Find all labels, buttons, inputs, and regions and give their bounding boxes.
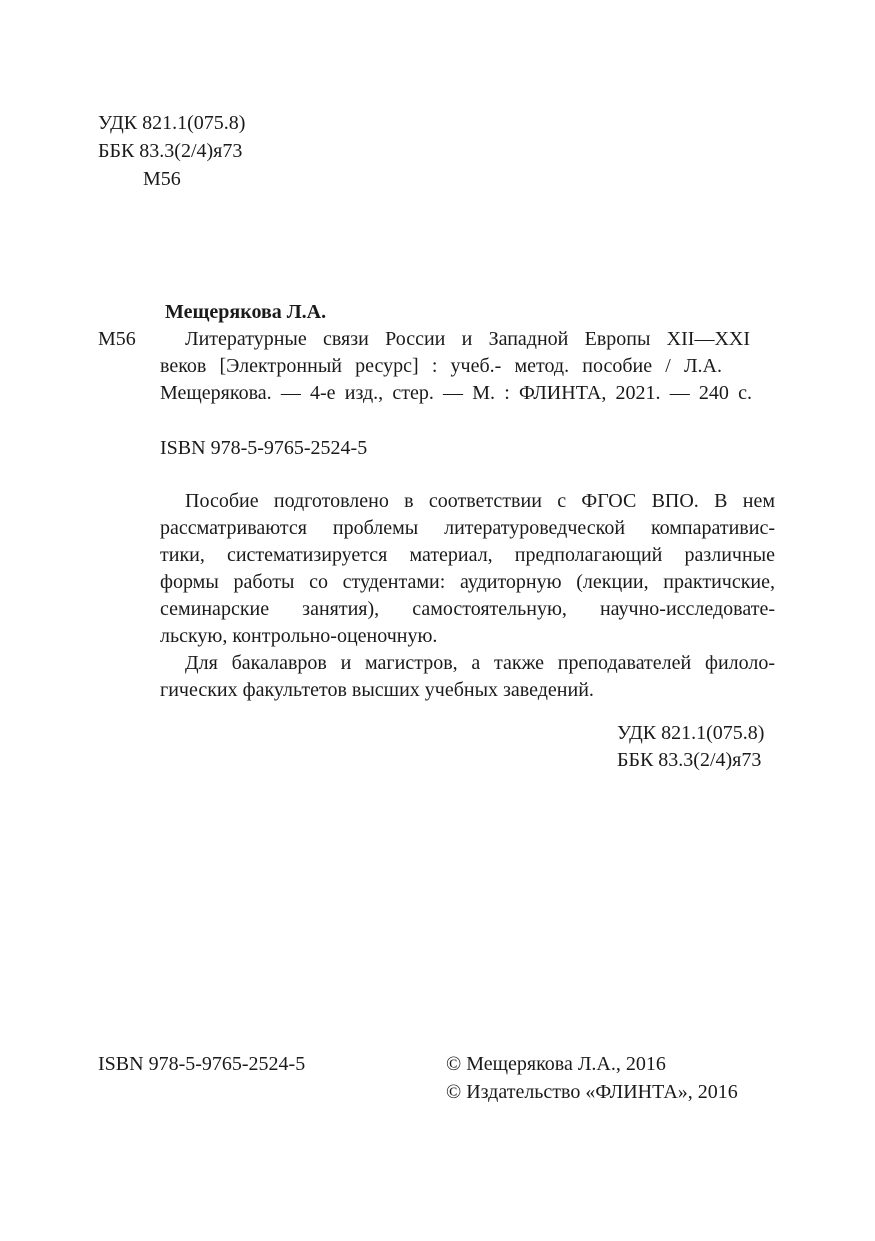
annotation-line: тики, систематизируется материал, предполагающий различные <box>160 544 775 566</box>
bbk-top: ББК 83.3(2/4)я73 <box>98 140 243 162</box>
record-title-line3: Мещерякова. — 4-е изд., стер. — М. : ФЛИНТА, 2021. — 240 с. <box>160 382 752 404</box>
record-author: Мещерякова Л.А. <box>165 301 327 323</box>
copyright-author: © Мещерякова Л.А., 2016 <box>446 1053 666 1075</box>
record-isbn: ISBN 978-5-9765-2524-5 <box>160 437 368 459</box>
annotation-line: льскую, контрольно-оценочную. <box>160 625 438 647</box>
udk-top: УДК 821.1(075.8) <box>98 112 246 134</box>
annotation-line: рассматриваются проблемы литературоведческой компаративис- <box>160 517 775 539</box>
record-title-line1: Литературные связи России и Западной Европы XII—XXI <box>185 328 750 350</box>
record-title-line2: веков [Электронный ресурс] : учеб.- метод. пособие / Л.А. <box>160 355 722 377</box>
copyright-publisher: © Издательство «ФЛИНТА», 2016 <box>446 1081 738 1103</box>
annotation-line: гических факультетов высших учебных заведений. <box>160 679 594 701</box>
udk-bottom: УДК 821.1(075.8) <box>617 722 765 744</box>
annotation-line: семинарские занятия), самостоятельную, научно-исследовате- <box>160 598 775 620</box>
annotation-line: Для бакалавров и магистров, а также преподавателей филоло- <box>185 652 775 674</box>
record-mark: М56 <box>98 328 136 350</box>
annotation-line: формы работы со студентами: аудиторную (лекции, практичские, <box>160 571 775 593</box>
annotation-line: Пособие подготовлено в соответствии с ФГОС ВПО. В нем <box>185 490 775 512</box>
footer-isbn: ISBN 978-5-9765-2524-5 <box>98 1053 306 1075</box>
author-mark-top: М56 <box>143 168 181 190</box>
bbk-bottom: ББК 83.3(2/4)я73 <box>617 749 762 771</box>
